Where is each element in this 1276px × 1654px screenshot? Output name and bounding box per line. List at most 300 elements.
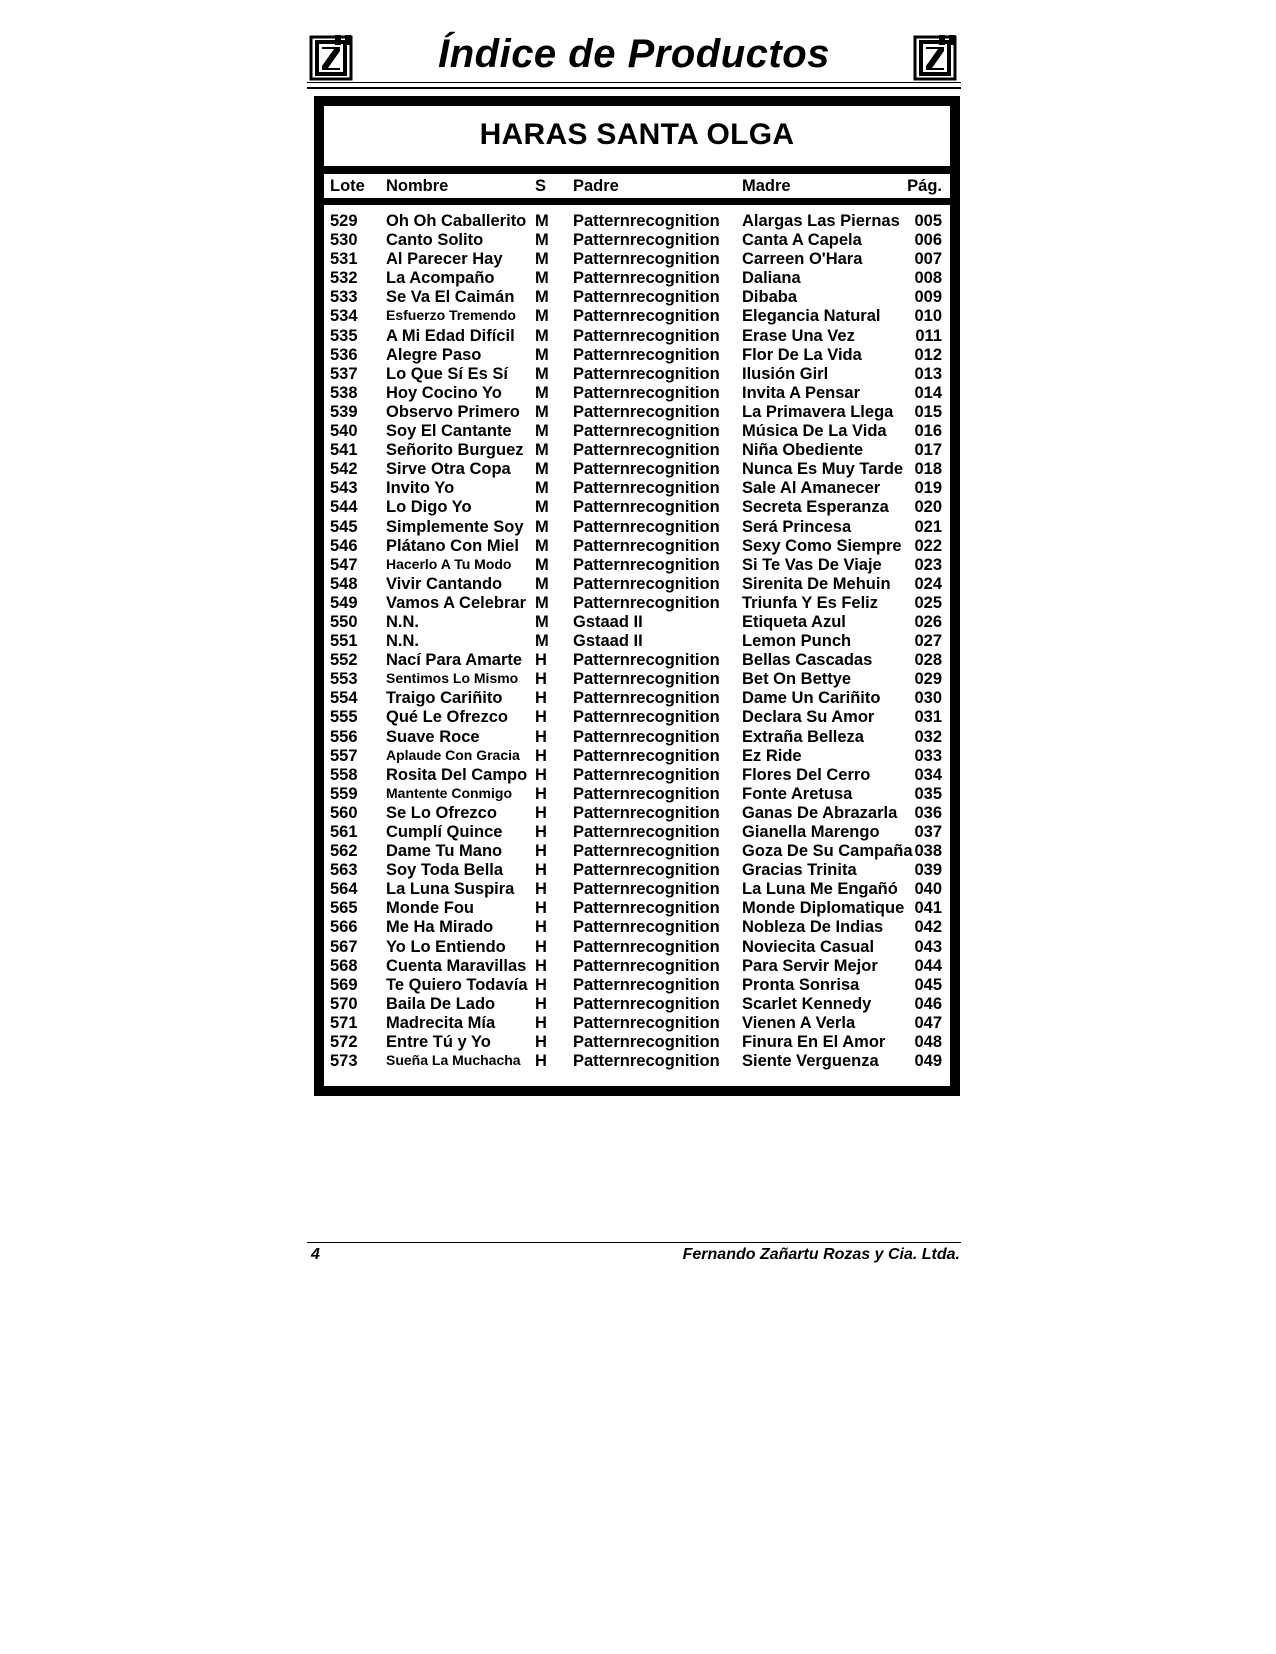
cell-sexo: M	[535, 498, 549, 517]
cell-nombre: La Luna Suspira	[386, 880, 515, 899]
table-row	[324, 1033, 950, 1052]
cell-madre: Lemon Punch	[742, 632, 852, 651]
cell-madre: La Luna Me Engañó	[742, 880, 898, 899]
table-row	[324, 307, 950, 326]
cell-pagina: 036	[914, 803, 942, 822]
cell-nombre: Cumplí Quince	[386, 823, 503, 841]
table-row	[324, 918, 950, 937]
cell-sexo: M	[535, 555, 549, 574]
cell-pagina: 011	[915, 326, 942, 345]
header-madre: Madre	[742, 177, 791, 195]
cell-pagina: 013	[914, 364, 942, 383]
table-row	[324, 422, 950, 441]
cell-lote: 567	[330, 937, 358, 956]
cell-madre: La Primavera Llega	[742, 402, 894, 421]
cell-lote: 538	[330, 383, 358, 402]
footer-rule	[307, 1242, 961, 1243]
cell-madre: Ez Ride	[742, 746, 802, 765]
cell-madre: Niña Obediente	[742, 441, 864, 460]
cell-pagina: 006	[914, 231, 942, 250]
cell-nombre: Mantente Conmigo	[386, 784, 512, 801]
table-row	[324, 747, 950, 766]
company-name: Fernando Zañartu Rozas y Cia. Ltda.	[682, 1246, 960, 1263]
cell-sexo: H	[535, 746, 547, 765]
cell-sexo: M	[535, 231, 549, 250]
cell-lote: 529	[330, 212, 358, 230]
cell-madre: Dame Un Cariñito	[742, 689, 881, 708]
cell-sexo: H	[535, 861, 547, 880]
cell-madre: Monde Diplomatique	[742, 899, 905, 918]
table-row	[324, 1052, 950, 1071]
cell-nombre: Hacerlo A Tu Modo	[386, 555, 512, 572]
cell-pagina: 018	[914, 460, 942, 479]
cell-lote: 545	[330, 517, 358, 536]
cell-nombre: Lo Digo Yo	[386, 498, 472, 517]
cell-sexo: M	[535, 364, 549, 383]
table-row	[324, 766, 950, 785]
table-body	[324, 212, 950, 1071]
table-row	[324, 632, 950, 651]
cell-padre: Patternrecognition	[573, 498, 720, 517]
cell-pagina: 017	[914, 441, 942, 460]
cell-pagina: 030	[914, 689, 942, 708]
product-index-panel	[324, 106, 950, 1086]
cell-sexo: H	[535, 689, 547, 708]
cell-pagina: 044	[914, 956, 942, 975]
cell-padre: Patternrecognition	[573, 269, 720, 288]
table-row	[324, 250, 950, 269]
header-rule	[307, 82, 961, 89]
cell-padre: Patternrecognition	[573, 383, 720, 402]
cell-padre: Patternrecognition	[573, 231, 720, 250]
cell-sexo: H	[535, 670, 547, 689]
cell-nombre: Se Lo Ofrezco	[386, 803, 497, 822]
cell-sexo: M	[535, 422, 549, 441]
cell-pagina: 048	[914, 1033, 942, 1052]
cell-nombre: Lo Que Sí Es Sí	[386, 364, 508, 383]
cell-padre: Patternrecognition	[573, 555, 720, 574]
table-row	[324, 460, 950, 479]
cell-lote: 550	[330, 612, 358, 631]
cell-padre: Patternrecognition	[573, 460, 720, 479]
cell-nombre: Sueña La Muchacha	[386, 1052, 521, 1069]
cell-pagina: 020	[914, 498, 942, 517]
cell-pagina: 028	[914, 651, 942, 670]
page-header	[307, 28, 961, 86]
cell-padre: Patternrecognition	[573, 1033, 720, 1052]
cell-padre: Patternrecognition	[573, 593, 720, 612]
cell-madre: Bet On Bettye	[742, 670, 852, 689]
cell-sexo: M	[535, 517, 549, 536]
cell-pagina: 027	[914, 632, 942, 651]
table-row	[324, 613, 950, 632]
table-row	[324, 804, 950, 823]
cell-nombre: Baila De Lado	[386, 994, 496, 1013]
cell-pagina: 032	[914, 727, 942, 746]
cell-madre: Ganas De Abrazarla	[742, 803, 898, 822]
cell-nombre: Plátano Con Miel	[386, 536, 519, 555]
cell-lote: 572	[330, 1033, 358, 1052]
cell-lote: 548	[330, 574, 358, 593]
cell-madre: Pronta Sonrisa	[742, 975, 860, 994]
cell-madre: Sexy Como Siempre	[742, 536, 902, 555]
header-pag: Pág.	[907, 177, 942, 195]
cell-madre: Nunca Es Muy Tarde	[742, 460, 904, 479]
cell-madre: Sirenita De Mehuin	[742, 574, 891, 593]
cell-padre: Gstaad II	[573, 632, 643, 651]
cell-nombre: Yo Lo Entiendo	[386, 937, 506, 956]
table-row	[324, 231, 950, 250]
cell-lote: 552	[330, 651, 358, 670]
cell-pagina: 042	[914, 918, 942, 937]
cell-sexo: M	[535, 593, 549, 612]
cell-nombre: A Mi Edad Difícil	[386, 326, 515, 345]
cell-padre: Patternrecognition	[573, 441, 720, 460]
cell-padre: Patternrecognition	[573, 670, 720, 689]
cell-padre: Patternrecognition	[573, 345, 720, 364]
cell-pagina: 007	[914, 250, 942, 269]
cell-madre: Extraña Belleza	[742, 727, 864, 746]
cell-lote: 556	[330, 727, 358, 746]
cell-pagina: 041	[914, 899, 942, 918]
cell-padre: Patternrecognition	[573, 364, 720, 383]
cell-padre: Patternrecognition	[573, 574, 720, 593]
cell-padre: Patternrecognition	[573, 402, 720, 421]
cell-sexo: M	[535, 632, 549, 651]
cell-nombre: Qué Le Ofrezco	[386, 708, 508, 727]
cell-padre: Patternrecognition	[573, 880, 720, 899]
table-row	[324, 384, 950, 403]
cell-padre: Patternrecognition	[573, 250, 720, 269]
cell-madre: Etiqueta Azul	[742, 612, 846, 631]
cell-lote: 561	[330, 823, 358, 841]
cell-pagina: 029	[914, 670, 942, 689]
table-row	[324, 365, 950, 384]
table-row	[324, 288, 950, 307]
table-row	[324, 670, 950, 689]
cell-pagina: 035	[914, 784, 942, 803]
cell-sexo: M	[535, 441, 549, 460]
cell-padre: Patternrecognition	[573, 899, 720, 918]
cell-padre: Patternrecognition	[573, 937, 720, 956]
table-row	[324, 498, 950, 517]
table-row	[324, 1014, 950, 1033]
cell-pagina: 040	[914, 880, 942, 899]
table-row	[324, 957, 950, 976]
cell-nombre: Vivir Cantando	[386, 574, 503, 593]
cell-lote: 536	[330, 345, 358, 364]
table-row	[324, 479, 950, 498]
table-row	[324, 403, 950, 422]
cell-pagina: 045	[914, 975, 942, 994]
cell-lote: 553	[330, 670, 358, 689]
cell-lote: 534	[330, 307, 358, 326]
cell-lote: 535	[330, 326, 358, 345]
cell-padre: Patternrecognition	[573, 994, 720, 1013]
cell-madre: Alargas Las Piernas	[742, 212, 900, 230]
cell-pagina: 031	[914, 708, 942, 727]
cell-padre: Patternrecognition	[573, 708, 720, 727]
cell-madre: Flores Del Cerro	[742, 765, 871, 784]
cell-nombre: Se Va El Caimán	[386, 288, 515, 307]
table-row	[324, 823, 950, 842]
cell-sexo: M	[535, 345, 549, 364]
cell-lote: 533	[330, 288, 358, 307]
table-row	[324, 938, 950, 957]
cell-madre: Scarlet Kennedy	[742, 994, 872, 1013]
cell-sexo: H	[535, 727, 547, 746]
page-number: 4	[311, 1246, 320, 1263]
cell-nombre: Soy Toda Bella	[386, 861, 504, 880]
cell-lote: 558	[330, 765, 358, 784]
cell-pagina: 010	[914, 307, 942, 326]
cell-lote: 531	[330, 250, 358, 269]
cell-madre: Triunfa Y Es Feliz	[742, 593, 879, 612]
cell-padre: Patternrecognition	[573, 536, 720, 555]
cell-lote: 571	[330, 1013, 358, 1032]
cell-pagina: 024	[914, 574, 942, 593]
cell-nombre: Sentimos Lo Mismo	[386, 670, 519, 687]
cell-sexo: M	[535, 460, 549, 479]
cell-nombre: Cuenta Maravillas	[386, 956, 527, 975]
cell-pagina: 033	[914, 746, 942, 765]
cell-lote: 568	[330, 956, 358, 975]
cell-madre: Fonte Aretusa	[742, 784, 853, 803]
cell-nombre: Vamos A Celebrar	[386, 593, 527, 612]
cell-pagina: 026	[914, 612, 942, 631]
cell-pagina: 023	[914, 555, 942, 574]
cell-madre: Será Princesa	[742, 517, 852, 536]
cell-lote: 530	[330, 231, 358, 250]
cell-lote: 541	[330, 441, 358, 460]
cell-lote: 555	[330, 708, 358, 727]
cell-sexo: H	[535, 994, 547, 1013]
cell-lote: 559	[330, 784, 358, 803]
cell-lote: 549	[330, 593, 358, 612]
cell-sexo: H	[535, 899, 547, 918]
cell-pagina: 015	[914, 402, 942, 421]
cell-pagina: 046	[914, 994, 942, 1013]
cell-lote: 539	[330, 402, 358, 421]
cell-sexo: M	[535, 307, 549, 326]
header-s: S	[535, 177, 547, 195]
table-row	[324, 441, 950, 460]
cell-madre: Sale Al Amanecer	[742, 479, 881, 498]
cell-nombre: Simplemente Soy	[386, 517, 524, 536]
cell-padre: Patternrecognition	[573, 842, 720, 861]
cell-madre: Erase Una Vez	[742, 326, 855, 345]
cell-sexo: H	[535, 823, 547, 841]
cell-sexo: M	[535, 479, 549, 498]
table-row	[324, 842, 950, 861]
cell-sexo: H	[535, 956, 547, 975]
cell-lote: 570	[330, 994, 358, 1013]
cell-nombre: Traigo Cariñito	[386, 689, 503, 708]
cell-nombre: Rosita Del Campo	[386, 765, 528, 784]
cell-padre: Patternrecognition	[573, 307, 720, 326]
cell-nombre: Hoy Cocino Yo	[386, 383, 502, 402]
cell-nombre: N.N.	[386, 632, 419, 651]
cell-madre: Dibaba	[742, 288, 798, 307]
cell-lote: 560	[330, 803, 358, 822]
cell-madre: Siente Verguenza	[742, 1052, 879, 1071]
cell-madre: Bellas Cascadas	[742, 651, 873, 670]
cell-sexo: H	[535, 708, 547, 727]
zr-logo-icon	[911, 32, 961, 82]
cell-sexo: M	[535, 536, 549, 555]
table-row	[324, 346, 950, 365]
cell-madre: Carreen O'Hara	[742, 250, 863, 269]
cell-nombre: La Acompaño	[386, 269, 495, 288]
cell-sexo: M	[535, 288, 549, 307]
table-row	[324, 651, 950, 670]
cell-madre: Si Te Vas De Viaje	[742, 555, 882, 574]
cell-sexo: M	[535, 326, 549, 345]
cell-madre: Ilusión Girl	[742, 364, 829, 383]
table-row	[324, 556, 950, 575]
cell-nombre: Suave Roce	[386, 727, 480, 746]
table-row	[324, 689, 950, 708]
table-row	[324, 518, 950, 537]
cell-pagina: 034	[914, 765, 942, 784]
cell-lote: 537	[330, 364, 358, 383]
cell-padre: Patternrecognition	[573, 288, 720, 307]
cell-lote: 544	[330, 498, 358, 517]
cell-madre: Finura En El Amor	[742, 1033, 886, 1052]
table-row	[324, 995, 950, 1014]
table-row	[324, 976, 950, 995]
cell-nombre: Canto Solito	[386, 231, 484, 250]
cell-nombre: Nací Para Amarte	[386, 651, 523, 670]
table-header	[324, 174, 950, 205]
cell-sexo: H	[535, 651, 547, 670]
cell-pagina: 037	[914, 823, 942, 841]
cell-madre: Declara Su Amor	[742, 708, 875, 727]
cell-pagina: 014	[914, 383, 942, 402]
cell-madre: Noviecita Casual	[742, 937, 875, 956]
cell-pagina: 021	[914, 517, 942, 536]
cell-padre: Patternrecognition	[573, 689, 720, 708]
table-row	[324, 269, 950, 288]
table-row	[324, 785, 950, 804]
cell-madre: Gracias Trinita	[742, 861, 857, 880]
cell-sexo: H	[535, 842, 547, 861]
cell-padre: Patternrecognition	[573, 975, 720, 994]
cell-nombre: Alegre Paso	[386, 345, 482, 364]
cell-nombre: Madrecita Mía	[386, 1013, 496, 1032]
cell-madre: Secreta Esperanza	[742, 498, 889, 517]
table-row	[324, 861, 950, 880]
cell-padre: Patternrecognition	[573, 784, 720, 803]
cell-madre: Canta A Capela	[742, 231, 862, 250]
cell-lote: 564	[330, 880, 358, 899]
cell-padre: Patternrecognition	[573, 1013, 720, 1032]
cell-madre: Vienen A Verla	[742, 1013, 856, 1032]
cell-padre: Patternrecognition	[573, 326, 720, 345]
cell-pagina: 008	[914, 269, 942, 288]
cell-padre: Patternrecognition	[573, 727, 720, 746]
cell-pagina: 005	[914, 212, 942, 230]
cell-lote: 540	[330, 422, 358, 441]
cell-sexo: M	[535, 212, 549, 230]
cell-padre: Patternrecognition	[573, 422, 720, 441]
cell-madre: Música De La Vida	[742, 422, 887, 441]
cell-sexo: H	[535, 975, 547, 994]
cell-sexo: M	[535, 574, 549, 593]
cell-nombre: Sirve Otra Copa	[386, 460, 511, 479]
cell-lote: 569	[330, 975, 358, 994]
table-row	[324, 728, 950, 747]
cell-pagina: 019	[914, 479, 942, 498]
cell-lote: 542	[330, 460, 358, 479]
cell-nombre: Monde Fou	[386, 899, 474, 918]
table-row	[324, 708, 950, 727]
cell-sexo: M	[535, 250, 549, 269]
cell-sexo: M	[535, 612, 549, 631]
cell-pagina: 039	[914, 861, 942, 880]
section-title: HARAS SANTA OLGA	[479, 118, 795, 151]
cell-padre: Patternrecognition	[573, 956, 720, 975]
cell-nombre: Invito Yo	[386, 479, 455, 498]
table-row	[324, 594, 950, 613]
header-padre: Padre	[573, 177, 619, 195]
cell-padre: Patternrecognition	[573, 918, 720, 937]
cell-nombre: Señorito Burguez	[386, 441, 524, 460]
cell-sexo: H	[535, 1052, 547, 1071]
table-row	[324, 575, 950, 594]
cell-madre: Gianella Marengo	[742, 823, 880, 841]
cell-madre: Para Servir Mejor	[742, 956, 878, 975]
cell-sexo: H	[535, 1033, 547, 1052]
table-row	[324, 899, 950, 918]
cell-padre: Patternrecognition	[573, 479, 720, 498]
cell-sexo: M	[535, 402, 549, 421]
cell-madre: Nobleza De Indias	[742, 918, 884, 937]
section-title-box	[324, 106, 950, 174]
cell-padre: Gstaad II	[573, 612, 643, 631]
cell-nombre: Me Ha Mirado	[386, 918, 494, 937]
cell-nombre: Al Parecer Hay	[386, 250, 503, 269]
table-row	[324, 212, 950, 231]
cell-lote: 547	[330, 555, 358, 574]
cell-madre: Flor De La Vida	[742, 345, 862, 364]
cell-pagina: 009	[914, 288, 942, 307]
cell-sexo: H	[535, 803, 547, 822]
cell-nombre: Observo Primero	[386, 402, 520, 421]
cell-lote: 563	[330, 861, 358, 880]
cell-lote: 562	[330, 842, 358, 861]
header-lote: Lote	[330, 177, 365, 195]
cell-padre: Patternrecognition	[573, 651, 720, 670]
cell-nombre: Te Quiero Todavía	[386, 975, 528, 994]
cell-padre: Patternrecognition	[573, 746, 720, 765]
cell-lote: 551	[330, 632, 358, 651]
cell-lote: 566	[330, 918, 358, 937]
cell-pagina: 043	[914, 937, 942, 956]
cell-pagina: 049	[914, 1052, 942, 1071]
table-row	[324, 327, 950, 346]
cell-nombre: N.N.	[386, 612, 419, 631]
cell-nombre: Soy El Cantante	[386, 422, 512, 441]
cell-sexo: H	[535, 765, 547, 784]
cell-sexo: M	[535, 269, 549, 288]
cell-padre: Patternrecognition	[573, 1052, 720, 1071]
cell-nombre: Esfuerzo Tremendo	[386, 307, 516, 324]
cell-pagina: 025	[914, 593, 942, 612]
product-index-frame	[314, 96, 960, 1096]
cell-madre: Invita A Pensar	[742, 383, 860, 402]
cell-padre: Patternrecognition	[573, 517, 720, 536]
